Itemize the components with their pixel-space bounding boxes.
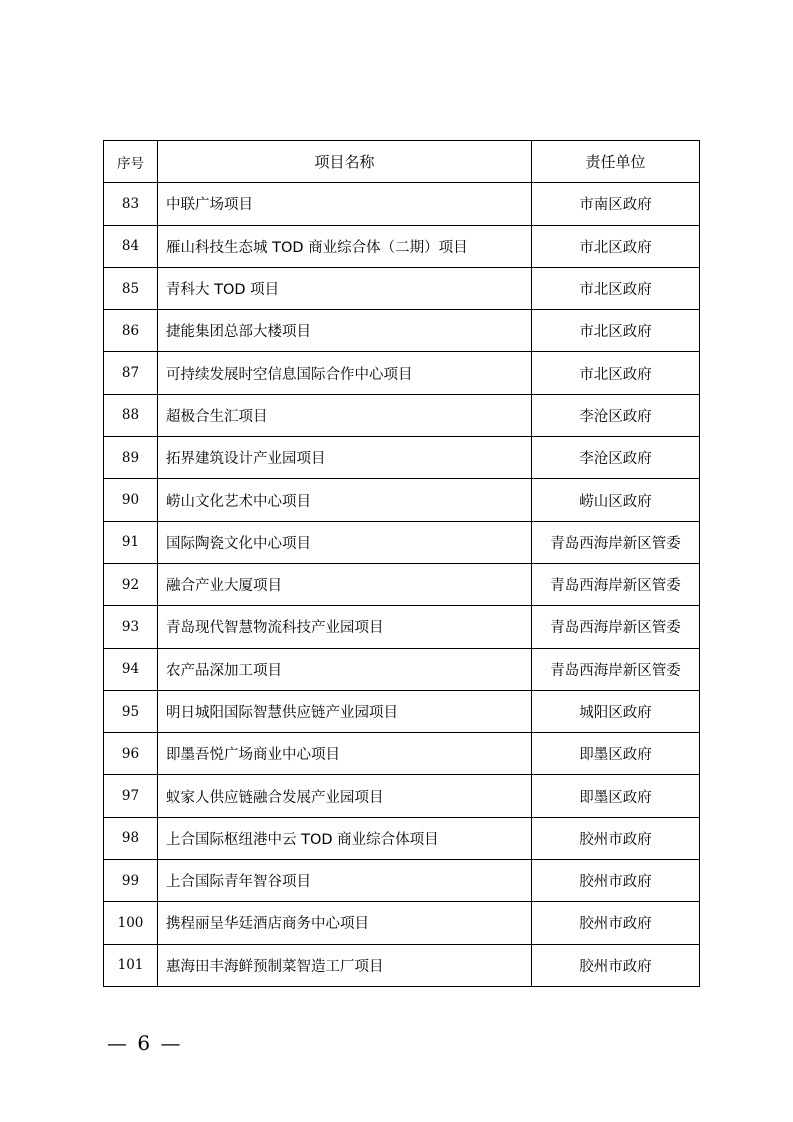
project-name-cell: 即墨吾悦广场商业中心项目 (158, 733, 532, 775)
serial-number-cell: 83 (104, 183, 158, 225)
header-project-name: 项目名称 (158, 141, 532, 183)
serial-number-cell: 94 (104, 648, 158, 690)
project-name-cell: 上合国际枢纽港中云 TOD 商业综合体项目 (158, 817, 532, 859)
responsible-unit-cell: 胶州市政府 (532, 902, 700, 944)
project-name-cell: 中联广场项目 (158, 183, 532, 225)
serial-number-cell: 99 (104, 860, 158, 902)
serial-number-cell: 98 (104, 817, 158, 859)
responsible-unit-cell: 城阳区政府 (532, 690, 700, 732)
project-name-cell: 崂山文化艺术中心项目 (158, 479, 532, 521)
serial-number-cell: 89 (104, 437, 158, 479)
table-row (104, 394, 700, 436)
table-row (104, 860, 700, 902)
project-name-cell: 上合国际青年智谷项目 (158, 860, 532, 902)
responsible-unit-cell: 市北区政府 (532, 352, 700, 394)
project-name-cell: 青科大 TOD 项目 (158, 267, 532, 309)
serial-number-cell: 93 (104, 606, 158, 648)
responsible-unit-cell: 市北区政府 (532, 225, 700, 267)
table-row (104, 352, 700, 394)
serial-number-cell: 84 (104, 225, 158, 267)
serial-number-cell: 100 (104, 902, 158, 944)
project-name-cell: 国际陶瓷文化中心项目 (158, 521, 532, 563)
serial-number-cell: 86 (104, 310, 158, 352)
responsible-unit-cell: 青岛西海岸新区管委 (532, 521, 700, 563)
project-name-cell: 惠海田丰海鲜预制菜智造工厂项目 (158, 944, 532, 986)
header-serial-number: 序号 (104, 141, 158, 183)
responsible-unit-cell: 崂山区政府 (532, 479, 700, 521)
table-row (104, 437, 700, 479)
responsible-unit-cell: 李沧区政府 (532, 437, 700, 479)
serial-number-cell: 92 (104, 563, 158, 605)
page-number: — 6 — (107, 1031, 183, 1055)
serial-number-cell: 90 (104, 479, 158, 521)
project-name-cell: 蚁家人供应链融合发展产业园项目 (158, 775, 532, 817)
project-name-cell: 超极合生汇项目 (158, 394, 532, 436)
serial-number-cell: 95 (104, 690, 158, 732)
project-name-cell: 雁山科技生态城 TOD 商业综合体（二期）项目 (158, 225, 532, 267)
project-name-cell: 捷能集团总部大楼项目 (158, 310, 532, 352)
responsible-unit-cell: 胶州市政府 (532, 817, 700, 859)
table-row (104, 817, 700, 859)
table-row (104, 775, 700, 817)
table-row (104, 733, 700, 775)
responsible-unit-cell: 即墨区政府 (532, 733, 700, 775)
table-row (104, 648, 700, 690)
serial-number-cell: 85 (104, 267, 158, 309)
project-name-cell: 拓界建筑设计产业园项目 (158, 437, 532, 479)
table-row (104, 521, 700, 563)
project-name-cell: 农产品深加工项目 (158, 648, 532, 690)
responsible-unit-cell: 胶州市政府 (532, 860, 700, 902)
responsible-unit-cell: 市北区政府 (532, 267, 700, 309)
serial-number-cell: 101 (104, 944, 158, 986)
table-row (104, 902, 700, 944)
responsible-unit-cell: 市南区政府 (532, 183, 700, 225)
project-name-cell: 青岛现代智慧物流科技产业园项目 (158, 606, 532, 648)
table-row (104, 479, 700, 521)
table-header-row (104, 141, 700, 183)
project-name-cell: 融合产业大厦项目 (158, 563, 532, 605)
table-row (104, 310, 700, 352)
project-table (103, 140, 700, 987)
project-name-cell: 可持续发展时空信息国际合作中心项目 (158, 352, 532, 394)
table-row (104, 225, 700, 267)
responsible-unit-cell: 青岛西海岸新区管委 (532, 606, 700, 648)
table-body (104, 183, 700, 987)
serial-number-cell: 87 (104, 352, 158, 394)
serial-number-cell: 88 (104, 394, 158, 436)
table-row (104, 267, 700, 309)
responsible-unit-cell: 胶州市政府 (532, 944, 700, 986)
responsible-unit-cell: 青岛西海岸新区管委 (532, 648, 700, 690)
responsible-unit-cell: 李沧区政府 (532, 394, 700, 436)
responsible-unit-cell: 即墨区政府 (532, 775, 700, 817)
responsible-unit-cell: 市北区政府 (532, 310, 700, 352)
header-responsible-unit: 责任单位 (532, 141, 700, 183)
serial-number-cell: 97 (104, 775, 158, 817)
table-row (104, 944, 700, 986)
project-name-cell: 携程丽呈华廷酒店商务中心项目 (158, 902, 532, 944)
project-name-cell: 明日城阳国际智慧供应链产业园项目 (158, 690, 532, 732)
table-row (104, 183, 700, 225)
table-row (104, 690, 700, 732)
serial-number-cell: 91 (104, 521, 158, 563)
serial-number-cell: 96 (104, 733, 158, 775)
table-row (104, 563, 700, 605)
responsible-unit-cell: 青岛西海岸新区管委 (532, 563, 700, 605)
table-row (104, 606, 700, 648)
